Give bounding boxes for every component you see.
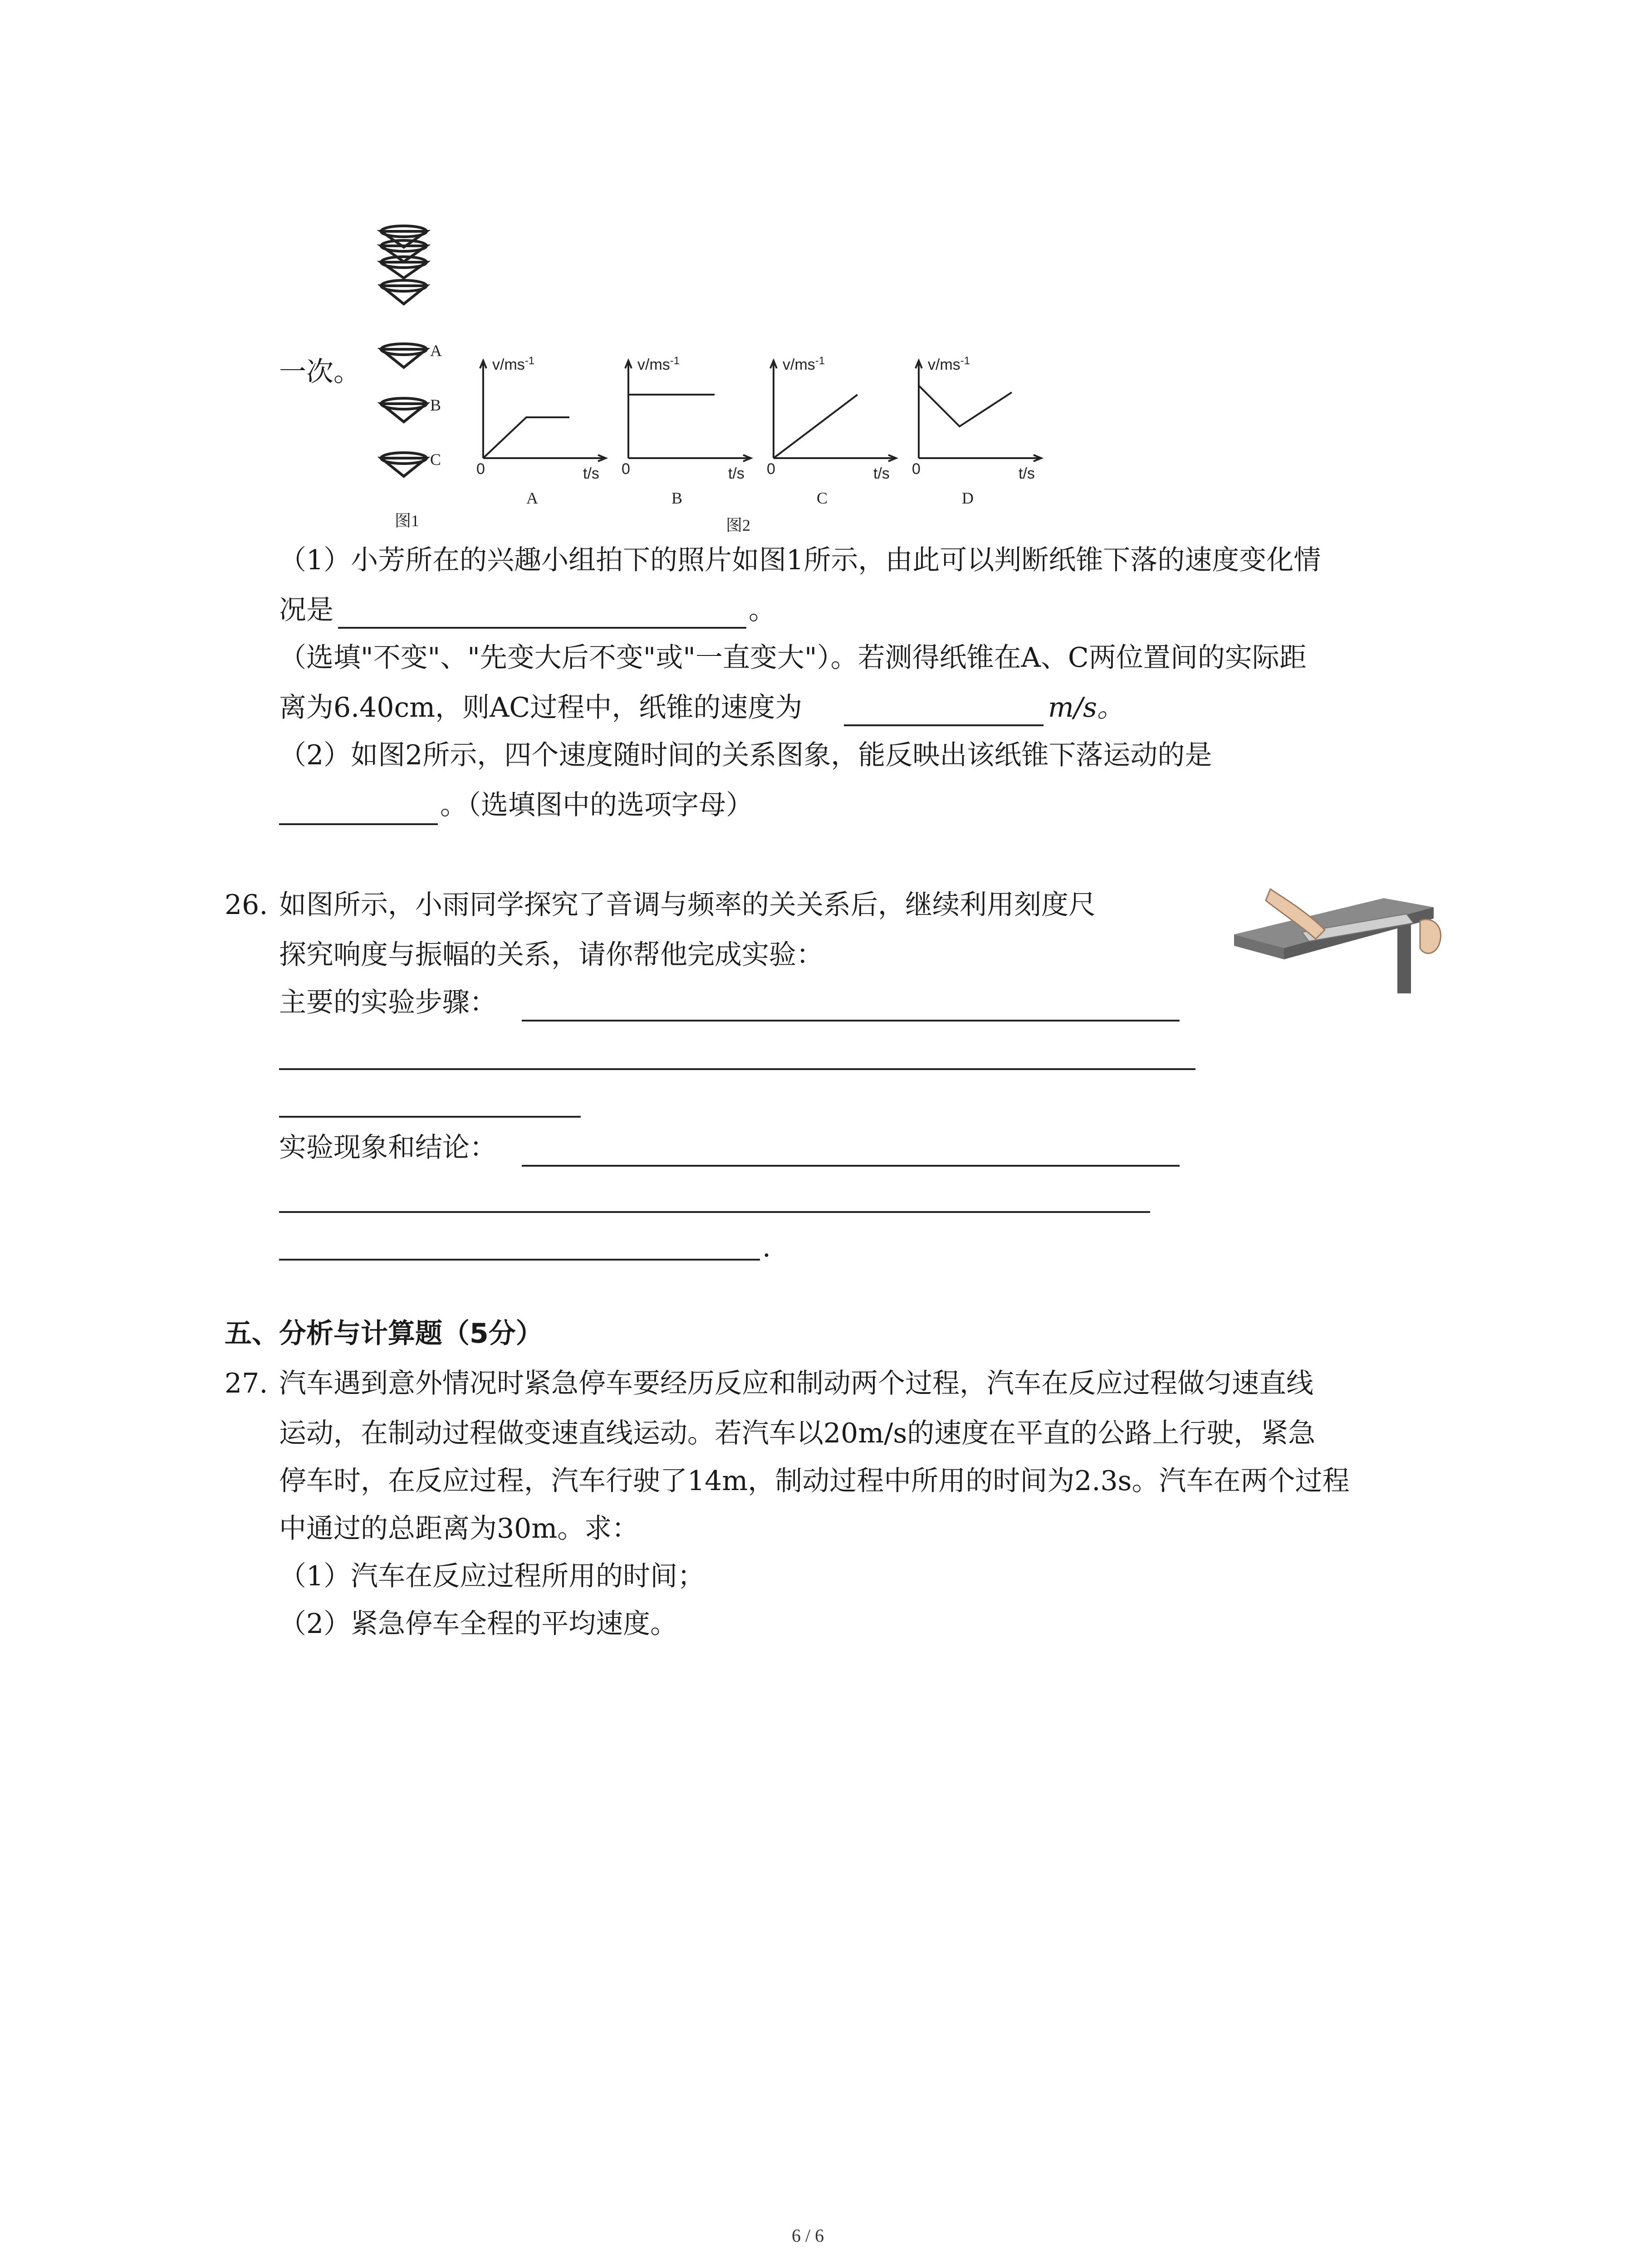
q27-line4: 中通过的总距离为30m。求：: [279, 1513, 639, 1545]
q26-line1: 如图所示，小雨同学探究了音调与频率的关关系后，继续利用刻度尺: [279, 889, 1096, 921]
q25-lead-text: 一次。: [279, 356, 361, 388]
figure-2-vt-graphs: [463, 349, 1053, 549]
graph-d-option: D: [962, 489, 974, 507]
q25-part2-line2-end: 。（选填图中的选项字母）: [440, 789, 753, 821]
graph-b-ylabel: $v/ms^{-1}$: [637, 355, 680, 373]
fig1-label-c: C: [430, 450, 441, 469]
q25-part1-line3: （选填"不变"、"先变大后不变"或"一直变大"）。若测得纸锥在A、C两位置间的实际距: [279, 642, 1307, 674]
q27-sub2: （2）紧急停车全程的平均速度。: [279, 1608, 678, 1640]
q27-number: 27.: [225, 1368, 268, 1399]
graph-c-ylabel: $v/ms^{-1}$: [783, 355, 825, 373]
vt-graph-c: [770, 361, 896, 461]
cone-stack-icon: [381, 226, 426, 476]
q26-conclusion-blank-3[interactable]: [279, 1259, 760, 1261]
vt-graph-a: [480, 361, 606, 461]
q26-steps-blank-3[interactable]: [279, 1116, 581, 1118]
q27-sub1: （1）汽车在反应过程所用的时间；: [279, 1560, 705, 1592]
q25-part2-line1: （2）如图2所示，四个速度随时间的关系图象，能反映出该纸锥下落运动的是: [279, 739, 1212, 771]
q25-answer-blank-2[interactable]: [844, 724, 1043, 726]
graph-d-origin: 0: [912, 460, 921, 478]
graph-c-xlabel: t/s: [873, 465, 890, 482]
q26-conclusion-label: 实验现象和结论：: [279, 1132, 497, 1163]
section5-heading: 五、分析与计算题（5分）: [225, 1318, 543, 1349]
q26-line2: 探究响度与振幅的关系，请你帮他完成实验：: [279, 939, 823, 971]
q25-part1-line4: 离为6.40cm，则AC过程中，纸锥的速度为: [279, 692, 803, 723]
q25-answer-blank-3[interactable]: [279, 823, 438, 825]
fig1-label-b: B: [430, 396, 441, 414]
q26-number: 26.: [225, 889, 268, 921]
graph-d-xlabel: t/s: [1019, 465, 1035, 482]
graph-b-origin: 0: [622, 460, 630, 478]
page-number: 6 / 6: [792, 2225, 824, 2246]
graph-a-ylabel: $v/ms^{-1}$: [492, 355, 535, 373]
q26-steps-blank-2[interactable]: [279, 1068, 1195, 1070]
q26-end-mark: .: [762, 1232, 771, 1263]
q25-answer-blank-1[interactable]: [338, 627, 746, 629]
graph-c-option: C: [817, 489, 828, 507]
fig2-caption: 图2: [726, 516, 751, 534]
q25-part1-line1: （1）小芳所在的兴趣小组拍下的照片如图1所示，由此可以判断纸锥下落的速度变化情: [279, 544, 1321, 576]
vt-graph-d: [916, 361, 1041, 461]
table-icon: [1234, 898, 1434, 993]
fig1-caption: 图1: [395, 512, 420, 530]
graph-a-option: A: [526, 489, 538, 507]
vt-graph-b: [625, 361, 751, 461]
q25-part1-line2: 况是: [279, 594, 333, 626]
q26-steps-blank-1[interactable]: [522, 1020, 1180, 1022]
graph-b-xlabel: t/s: [728, 465, 745, 482]
q25-part1-line2-end: 。: [749, 594, 776, 626]
q27-line1: 汽车遇到意外情况时紧急停车要经历反应和制动两个过程，汽车在反应过程做匀速直线: [279, 1368, 1313, 1399]
q27-line2: 运动，在制动过程做变速直线运动。若汽车以20m/s的速度在平直的公路上行驶，紧急: [279, 1418, 1316, 1449]
q26-steps-label: 主要的实验步骤：: [279, 987, 497, 1018]
q25-part1-unit: m/s。: [1048, 692, 1124, 723]
q27-line3: 停车时，在反应过程，汽车行驶了14m，制动过程中所用的时间为2.3s。汽车在两个过程: [279, 1465, 1350, 1497]
graph-a-origin: 0: [476, 460, 485, 478]
graph-d-ylabel: $v/ms^{-1}$: [928, 355, 970, 373]
q26-conclusion-blank-1[interactable]: [522, 1165, 1180, 1167]
fig1-label-a: A: [430, 342, 442, 360]
graph-c-origin: 0: [767, 460, 775, 478]
ruler-experiment-image: [1234, 880, 1461, 998]
graph-b-option: B: [671, 489, 683, 507]
graph-a-xlabel: t/s: [583, 465, 599, 482]
q26-conclusion-blank-2[interactable]: [279, 1211, 1150, 1213]
